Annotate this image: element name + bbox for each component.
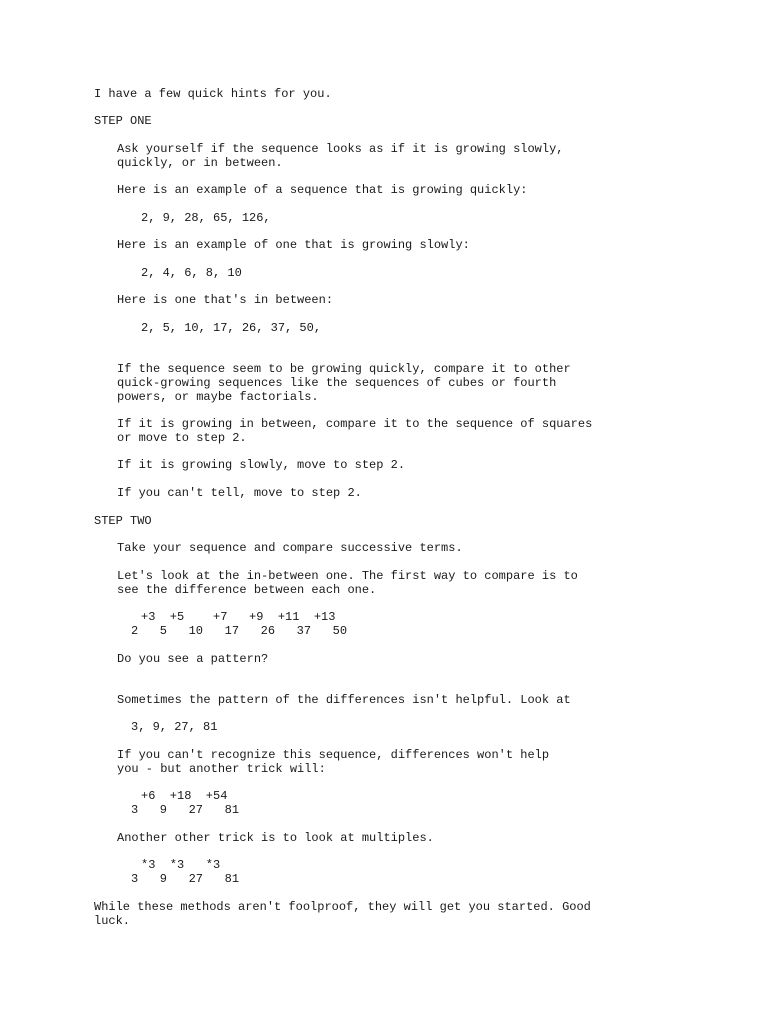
quick-example-label: Here is an example of a sequence that is growing quickly:: [117, 183, 528, 197]
between-advice-line: or move to step 2.: [117, 431, 247, 445]
cant-tell-advice: If you can't tell, move to step 2.: [117, 486, 362, 500]
step-two-heading: STEP TWO: [94, 514, 152, 528]
closing-line: While these methods aren't foolproof, they will get you started. Good: [94, 900, 591, 914]
slow-example-label: Here is an example of one that is growing slowly:: [117, 238, 470, 252]
multiples-paragraph: Another other trick is to look at multiples.: [117, 831, 434, 845]
quick-advice-line: quick-growing sequences like the sequences of cubes or fourth: [117, 376, 557, 390]
geometric-sequence: 3, 9, 27, 81: [131, 720, 218, 734]
difference-row: +3 +5 +7 +9 +11 +13: [141, 610, 336, 624]
slow-sequence: 2, 4, 6, 8, 10: [141, 266, 242, 280]
multiples-sequence: 3 9 27 81: [131, 872, 240, 886]
quick-sequence: 2, 9, 28, 65, 126,: [141, 211, 271, 225]
intro-text: I have a few quick hints for you.: [94, 87, 332, 101]
step-one-paragraph-line: quickly, or in between.: [117, 156, 283, 170]
between-example-label: Here is one that's in between:: [117, 293, 334, 307]
slow-advice: If it is growing slowly, move to step 2.: [117, 458, 406, 472]
pattern-question: Do you see a pattern?: [117, 652, 269, 666]
closing-line: luck.: [94, 914, 131, 928]
difference-sequence: 2 5 10 17 26 37 50: [131, 624, 348, 638]
between-sequence: 2, 5, 10, 17, 26, 37, 50,: [141, 321, 322, 335]
between-advice-line: If it is growing in between, compare it to the sequence of squares: [117, 417, 593, 431]
geometric-difference-sequence: 3 9 27 81: [131, 803, 240, 817]
step-one-paragraph-line: Ask yourself if the sequence looks as if it is growing slowly,: [117, 142, 564, 156]
another-trick-line: you - but another trick will:: [117, 762, 326, 776]
multiples-row: *3 *3 *3: [141, 858, 221, 872]
geometric-difference-row: +6 +18 +54: [141, 789, 228, 803]
quick-advice-line: powers, or maybe factorials.: [117, 390, 319, 404]
step-one-heading: STEP ONE: [94, 114, 152, 128]
compare-paragraph-line: see the difference between each one.: [117, 583, 377, 597]
step-two-paragraph: Take your sequence and compare successive terms.: [117, 541, 463, 555]
quick-advice-line: If the sequence seem to be growing quickly, compare it to other: [117, 362, 571, 376]
compare-paragraph-line: Let's look at the in-between one. The first way to compare is to: [117, 569, 578, 583]
another-trick-line: If you can't recognize this sequence, differences won't help: [117, 748, 550, 762]
differences-not-helpful: Sometimes the pattern of the differences isn't helpful. Look at: [117, 693, 571, 707]
